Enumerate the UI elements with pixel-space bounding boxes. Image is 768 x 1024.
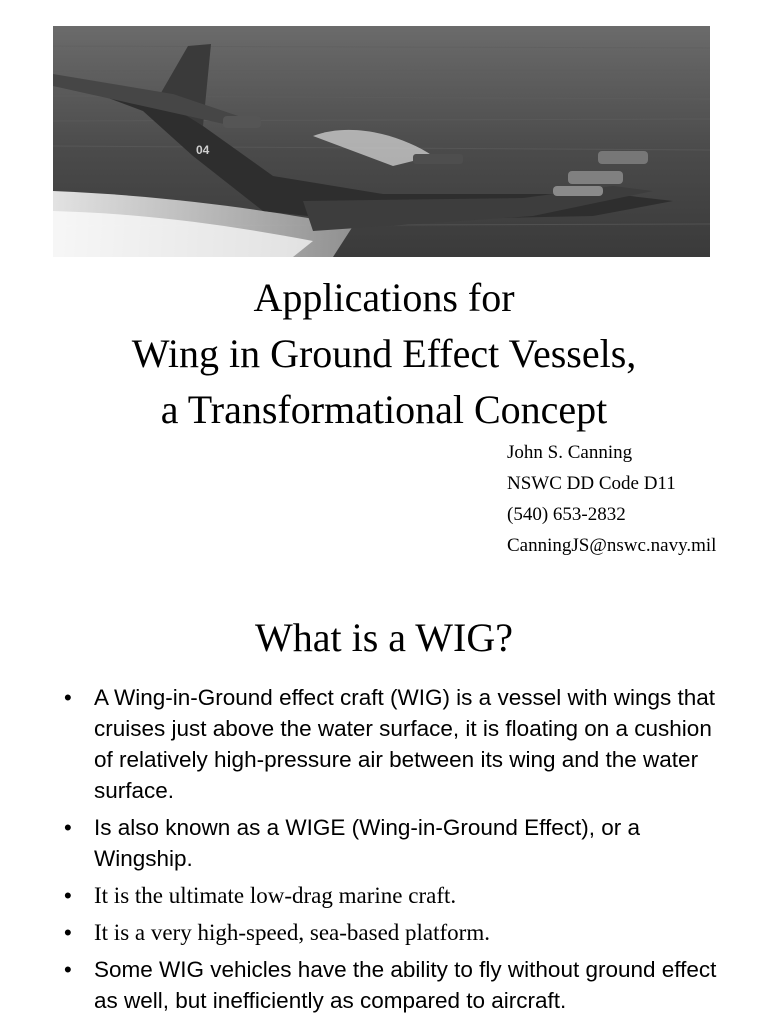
list-item	[60, 812, 720, 874]
bullet-text: Some WIG vehicles have the ability to fly without ground effect as well, but inefficiently as compared to aircraft.	[94, 957, 717, 1013]
bullet-glyph: •	[64, 957, 72, 982]
bullet-glyph: •	[64, 883, 72, 908]
bullet-glyph: •	[64, 815, 72, 840]
section-title: What is a WIG?	[254, 615, 514, 660]
author-email: CanningJS@nswc.navy.mil	[507, 535, 717, 556]
bullet-glyph: •	[64, 920, 72, 945]
hull-marking: 04	[196, 143, 210, 157]
list-item	[60, 880, 720, 911]
list-item	[60, 917, 720, 948]
bullet-list	[60, 682, 720, 1022]
bullet-text: It is a very high-speed, sea-based platform.	[94, 920, 490, 945]
list-item	[60, 954, 720, 1016]
author-phone: (540) 653-2832	[507, 504, 626, 525]
author-org: NSWC DD Code D11	[507, 473, 676, 494]
title-line-3: a Transformational Concept	[160, 387, 608, 432]
title-line-2: Wing in Ground Effect Vessels,	[131, 331, 637, 376]
bullet-text: It is the ultimate low-drag marine craft.	[94, 883, 457, 908]
author-name: John S. Canning	[507, 442, 633, 463]
slide-title	[0, 270, 768, 438]
bullet-text: Is also known as a WIGE (Wing-in-Ground Effect), or a Wingship.	[94, 815, 641, 871]
list-item	[60, 682, 720, 806]
bullet-glyph: •	[64, 685, 72, 710]
title-line-1: Applications for	[253, 275, 515, 320]
wig-vessel-photo	[53, 26, 710, 257]
bullet-text: A Wing-in-Ground effect craft (WIG) is a vessel with wings that cruises just above the water surface, it is floating on a cushion of relatively high-pressure air between its wing and the water surface.	[94, 685, 716, 803]
author-block	[507, 437, 716, 561]
